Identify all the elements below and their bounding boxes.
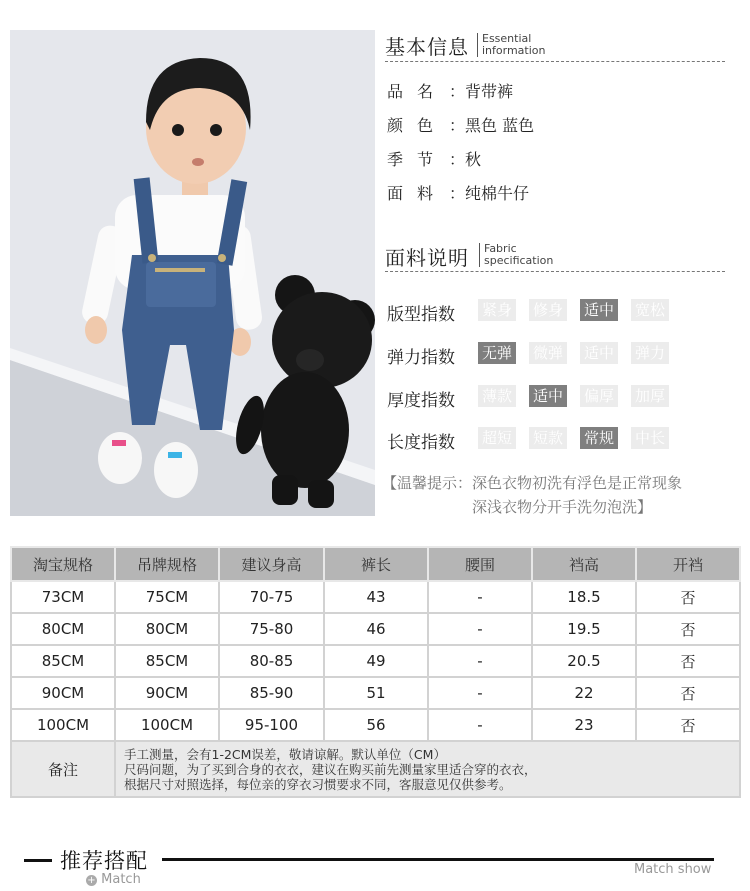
table-cell: 75CM xyxy=(115,581,219,613)
info-row-season xyxy=(387,147,481,170)
table-cell: 43 xyxy=(324,581,428,613)
column-header: 裆高 xyxy=(532,547,636,581)
size-table xyxy=(10,546,741,798)
option-chip: 薄款 xyxy=(478,385,516,407)
care-tip-line-1: 【温馨提示：深色衣物初洗有浮色是正常现象 xyxy=(382,474,683,492)
column-header: 吊牌规格 xyxy=(115,547,219,581)
rec-divider-right xyxy=(162,858,714,861)
index-row-fit xyxy=(387,300,455,325)
table-cell: - xyxy=(428,613,532,645)
info-label: 面料 xyxy=(387,184,448,203)
index-label: 厚度指数 xyxy=(387,391,455,411)
table-cell: - xyxy=(428,581,532,613)
table-cell: 20.5 xyxy=(532,645,636,677)
note-text xyxy=(115,741,740,797)
table-cell: 85CM xyxy=(11,645,115,677)
table-cell: 80CM xyxy=(11,613,115,645)
table-row xyxy=(11,645,740,677)
table-cell: 80-85 xyxy=(219,645,324,677)
note-row xyxy=(11,741,740,797)
divider xyxy=(385,61,725,62)
fabric-title-en xyxy=(479,243,553,267)
column-header: 开裆 xyxy=(636,547,740,581)
option-chip: 宽松 xyxy=(631,299,669,321)
note-line: 根据尺寸对照选择，每位亲的穿衣习惯要求不同，客服意见仅供参考。 xyxy=(124,776,512,792)
table-cell: 95-100 xyxy=(219,709,324,741)
table-cell: 51 xyxy=(324,677,428,709)
option-chip: 弹力 xyxy=(631,342,669,364)
info-row-color xyxy=(387,113,534,136)
recommend-en: Match show xyxy=(634,862,712,877)
table-cell: 46 xyxy=(324,613,428,645)
fabric-title-en-1: Fabric xyxy=(484,242,517,255)
table-cell: 22 xyxy=(532,677,636,709)
option-chip: 适中 xyxy=(529,385,567,407)
option-chip: 无弹 xyxy=(478,342,516,364)
table-row xyxy=(11,581,740,613)
option-chip: 修身 xyxy=(529,299,567,321)
table-cell: 否 xyxy=(636,613,740,645)
info-row-fabric xyxy=(387,181,529,204)
table-cell: 73CM xyxy=(11,581,115,613)
table-cell: 23 xyxy=(532,709,636,741)
option-chip: 中长 xyxy=(631,427,669,449)
table-cell: 85CM xyxy=(115,645,219,677)
note-line: 手工测量，会有1-2CM误差，敬请谅解。默认单位（CM） xyxy=(124,746,446,762)
index-label: 长度指数 xyxy=(387,433,455,453)
rec-divider-left xyxy=(24,859,52,862)
table-cell: 75-80 xyxy=(219,613,324,645)
option-chip: 偏厚 xyxy=(580,385,618,407)
recommend-sub-label: Match xyxy=(101,872,141,887)
table-cell: 90CM xyxy=(11,677,115,709)
table-cell: 100CM xyxy=(115,709,219,741)
table-cell: 否 xyxy=(636,709,740,741)
table-cell: 90CM xyxy=(115,677,219,709)
info-label: 品名 xyxy=(387,82,448,101)
index-row-stretch xyxy=(387,343,455,368)
column-header: 建议身高 xyxy=(219,547,324,581)
info-value: ：秋 xyxy=(449,150,482,169)
table-cell: 18.5 xyxy=(532,581,636,613)
table-cell: - xyxy=(428,677,532,709)
table-cell: 否 xyxy=(636,581,740,613)
table-cell: 70-75 xyxy=(219,581,324,613)
table-cell: 100CM xyxy=(11,709,115,741)
fabric-title-en-2: specification xyxy=(484,254,554,267)
table-cell: 49 xyxy=(324,645,428,677)
table-cell: 80CM xyxy=(115,613,219,645)
basic-info-title-en-1: Essential xyxy=(482,32,532,45)
fabric-title: 面料说明 xyxy=(385,246,469,270)
recommend-title: 推荐搭配 xyxy=(60,849,148,873)
note-label: 备注 xyxy=(11,741,115,797)
column-header: 裤长 xyxy=(324,547,428,581)
table-cell: 否 xyxy=(636,677,740,709)
table-cell: 19.5 xyxy=(532,613,636,645)
option-chip: 适中 xyxy=(580,342,618,364)
recommend-subtitle xyxy=(86,872,141,887)
table-row xyxy=(11,677,740,709)
option-chip: 短款 xyxy=(529,427,567,449)
note-line: 尺码问题，为了买到合身的衣衣，建议在购买前先测量家里适合穿的衣衣， xyxy=(124,761,537,777)
info-value: ：黑色 蓝色 xyxy=(449,116,535,135)
table-row xyxy=(11,613,740,645)
option-chip: 常规 xyxy=(580,427,618,449)
info-row-name xyxy=(387,79,513,102)
info-value: ：纯棉牛仔 xyxy=(449,184,530,203)
index-row-length xyxy=(387,428,455,453)
table-row xyxy=(11,709,740,741)
info-value: ：背带裤 xyxy=(449,82,514,101)
option-chip: 紧身 xyxy=(478,299,516,321)
info-label: 季节 xyxy=(387,150,448,169)
table-header-row xyxy=(11,547,740,581)
index-label: 弹力指数 xyxy=(387,348,455,368)
plus-circle-icon: + xyxy=(87,875,96,886)
product-photo xyxy=(10,30,375,516)
basic-info-title-en xyxy=(477,33,546,57)
table-cell: 85-90 xyxy=(219,677,324,709)
column-header: 腰围 xyxy=(428,547,532,581)
option-chip: 适中 xyxy=(580,299,618,321)
index-label: 版型指数 xyxy=(387,305,455,325)
basic-info-title-en-2: information xyxy=(482,44,546,57)
table-cell: 否 xyxy=(636,645,740,677)
care-tip-line-2: 深浅衣物分开手洗勿泡洗】 xyxy=(472,498,653,516)
basic-info-title: 基本信息 xyxy=(385,35,469,59)
index-row-thickness xyxy=(387,386,455,411)
table-cell: - xyxy=(428,645,532,677)
option-chip: 超短 xyxy=(478,427,516,449)
table-cell: - xyxy=(428,709,532,741)
option-chip: 微弹 xyxy=(529,342,567,364)
table-cell: 56 xyxy=(324,709,428,741)
divider xyxy=(385,271,725,272)
option-chip: 加厚 xyxy=(631,385,669,407)
info-label: 颜色 xyxy=(387,116,448,135)
column-header: 淘宝规格 xyxy=(11,547,115,581)
